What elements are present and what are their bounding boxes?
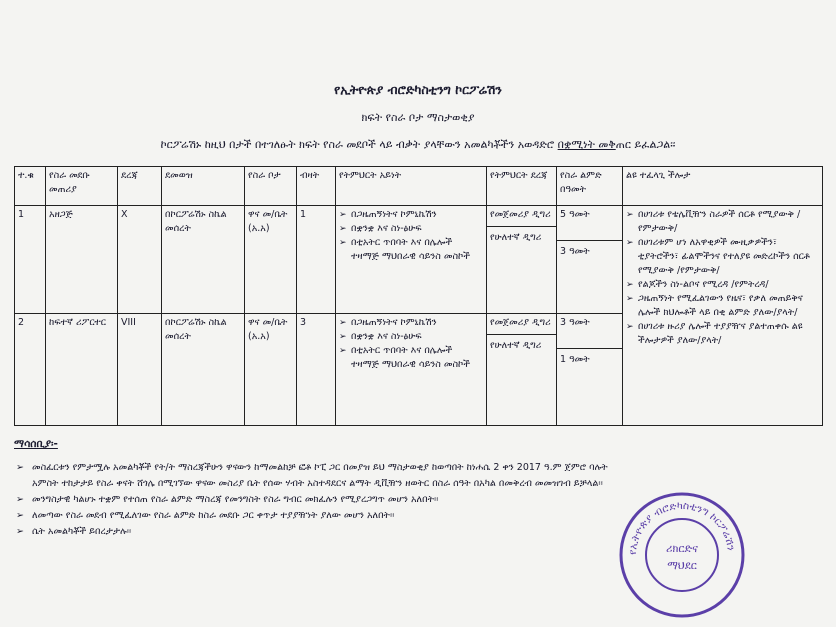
- org-title: የኢትዮጵያ ብሮድካስቲንግ ኮርፖሬሽን: [334, 82, 502, 97]
- exp-1: 5 ዓመት: [557, 208, 622, 241]
- cell-salary: በኮርፖሬሽኑ ስኬል መሰረት: [162, 206, 245, 314]
- table-row: [15, 206, 823, 314]
- stamp-ring-text: የኢትዮጵያ ብሮድካስቲንግ ኮርፖሬሽን: [626, 499, 737, 556]
- col-header: የስራ ልምድ በዓመት: [557, 167, 623, 206]
- col-header: የስራ ቦታ: [245, 167, 297, 206]
- cell-experience: [557, 206, 623, 314]
- cell-no: 1: [15, 206, 46, 314]
- stamp-center-line2: ማህደር: [667, 559, 697, 572]
- note-item: ➢ ሴት አመልካቾች ይበረታታሉ፡፡: [14, 524, 609, 540]
- cell-salary: በኮርፖሬሽኑ ስኬል መሰረት: [162, 314, 245, 426]
- cell-skills: [623, 206, 823, 426]
- list-item: ➢ ጋዜጠኝነት የሚፈልገውን የዜና፣ የቃለ መጠይቅና ሌሎች ክህሎቶች ላይ በቂ ልምድ ያለው/ያላት/: [626, 292, 819, 320]
- col-header: ደረጃ: [118, 167, 162, 206]
- stamp-center-line1: ሪክርድና: [666, 542, 698, 555]
- exp-2: 3 ዓመት: [560, 246, 590, 257]
- cell-title: ከፍተኛ ሪፖርተር: [46, 314, 118, 426]
- notes-list: [14, 460, 609, 540]
- list-item: ➢ በሀገሪቱም ሆነ ለአዋቂዎች ሙዚቃዎችን፣ ቲያትሮችን፣ ፊልሞችንና የተለያዩ መድረኮችን ሰርቶ የሚያውቅ /የምታውቅ/: [626, 236, 819, 278]
- note-item: ➢ ለመጣው የስራ መደብ የሚፈለገው የስራ ልምድ ከስራ መደቡ ጋር ቀጥታ ተያያዥነት ያለው መሆን አለበት፡፡: [14, 508, 609, 524]
- cell-levels: [487, 206, 557, 314]
- list-item: ➢ የልጆችን ስነ-ልቦና የሚረዳ /የምትረዳ/: [626, 278, 819, 292]
- notes-title: ማሳሰቢያ፡-: [14, 438, 58, 450]
- cell-fields: [336, 314, 487, 426]
- cell-no: 2: [15, 314, 46, 426]
- list-item: ➢ በጋዜጠኝነትና ኮምኒኬሽን: [339, 208, 483, 222]
- cell-title: አዘጋጅ: [46, 206, 118, 314]
- intro-text: [0, 138, 836, 152]
- cell-grade: VIII: [118, 314, 162, 426]
- table-header-row: [15, 167, 823, 206]
- list-item: ➢ በቲአትር ጥበባት እና በሌሎች ተዛማጅ ማህበራዊ ሳይንስ መስኮች: [339, 344, 483, 372]
- stamp-outer-ring: [621, 494, 743, 616]
- cell-place: ዋና መ/ቤት (አ.አ): [245, 206, 297, 314]
- cell-place: ዋና መ/ቤት (አ.አ): [245, 314, 297, 426]
- intro-text-a: ኮርፖሬሽኑ ከዚህ በታች በተገለፁት ክፍት የስራ መደቦች ላይ ብቃት ያላቸውን አመልካቾችን አወዳድሮ: [160, 138, 558, 151]
- col-header: ተ.ቁ: [15, 167, 46, 206]
- level-1: የመጀመሪያ ዲግሪ: [487, 316, 556, 335]
- intro-text-end: ጠር ይፈልጋል፡፡: [615, 138, 676, 151]
- level-1: የመጀመሪያ ዲግሪ: [487, 208, 556, 227]
- col-header: ልዩ ተፈላጊ ችሎታ: [623, 167, 823, 206]
- cell-count: 3: [297, 314, 336, 426]
- col-header: የትምህርት አይነት: [336, 167, 487, 206]
- list-item: ➢ በቋንቋ እና ስነ-ፅሁፍ: [339, 330, 483, 344]
- col-header: ደመወዝ: [162, 167, 245, 206]
- cell-grade: X: [118, 206, 162, 314]
- note-item: ➢ መስፈርቱን የምታሟሉ አመልካቾች የት/ት ማስረጃችሁን ዋናውን ከማመልከቻ ፎቶ ኮፒ ጋር በመያዝ ይህ ማስታወቂያ ከወጣበት ከነሐሴ 2 ቀን 2017 ዓ.ም ጀምሮ ባሉት አምስት ተከታታይ የስራ ቀናት ሸጎሌ በሚገኘው ዋናው መስሪያ ቤት የሰው ሃብት አስተዳደርና ልማት ዲቪዥን ዘወትር በስራ ሰዓት በአካል በመቅረብ መመዝገብ ይቻላል፡፡: [14, 460, 609, 492]
- exp-1: 3 ዓመት: [557, 316, 622, 349]
- notice-title: ክፍት የስራ ቦታ ማስታወቂያ: [361, 111, 475, 124]
- vacancy-table: [14, 166, 823, 426]
- cell-levels: [487, 314, 557, 426]
- list-item: ➢ በጋዜጠኝነትና ኮምኒኬሽን: [339, 316, 483, 330]
- cell-experience: [557, 314, 623, 426]
- note-item: ➢ መንግስታዊ ካልሆኑ ተቋም የተሰጠ የስራ ልምድ ማስረጃ የመንግስት የስራ ግብር መክፈሉን የሚያረጋግጥ መሆን አለበት፡፡: [14, 492, 609, 508]
- records-office-stamp: [617, 490, 747, 620]
- level-2: የሁለተኛ ዲግሪ: [490, 340, 542, 351]
- level-2: የሁለተኛ ዲግሪ: [490, 232, 542, 243]
- cell-count: 1: [297, 206, 336, 314]
- list-item: ➢ በሀገሪቱ ዙሪያ ሌሎች ተያያዥና ያልተጠቀሱ ልዩ ችሎታዎች ያለው/ያላት/: [626, 320, 819, 348]
- col-header: የስራ መደቡ መጠሪያ: [46, 167, 118, 206]
- col-header: የትምህርት ደረጃ: [487, 167, 557, 206]
- list-item: ➢ በሀገሪቱ የቴሌቪዥን ስራዎች ሰርቶ የሚያውቅ /የምታውቅ/: [626, 208, 819, 236]
- cell-fields: [336, 206, 487, 314]
- col-header: ብዛት: [297, 167, 336, 206]
- list-item: ➢ በቋንቋ እና ስነ-ፅሁፍ: [339, 222, 483, 236]
- list-item: ➢ በቲአትር ጥበባት እና በሌሎች ተዛማጅ ማህበራዊ ሳይንስ መስኮች: [339, 236, 483, 264]
- exp-2: 1 ዓመት: [560, 354, 590, 365]
- stamp-inner-ring: [646, 519, 718, 591]
- intro-text-underlined: በቋሚነት መቅ: [557, 138, 616, 151]
